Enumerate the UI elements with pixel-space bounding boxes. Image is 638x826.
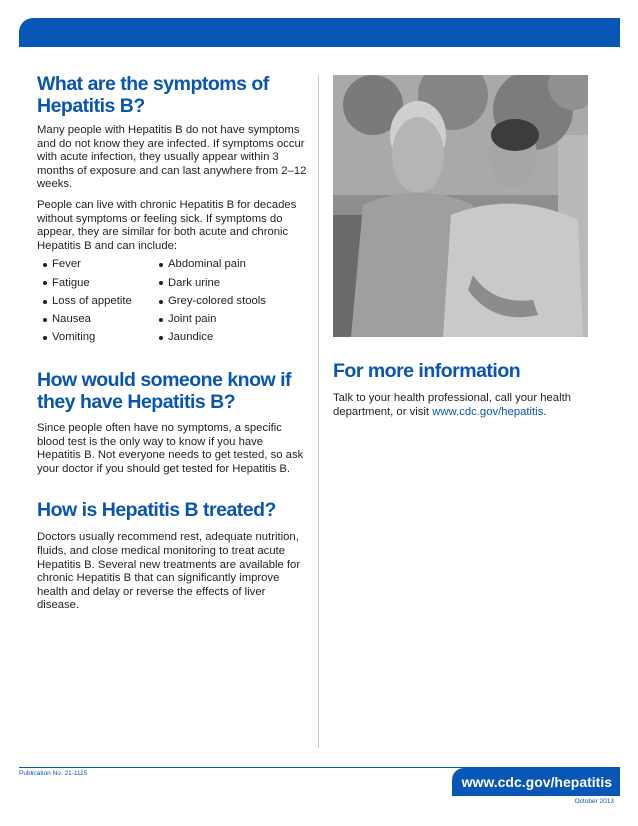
testing-paragraph: Since people often have no symptoms, a specific blood test is the only way to know if you have Hepatitis B. Not everyone needs to get tested, so ask your doctor if you should get tested for Hepatitis B.	[37, 422, 304, 475]
symptoms-heading: What are the symptoms of Hepatitis B?	[37, 73, 269, 117]
bullet-icon	[43, 318, 47, 322]
cdc-hepatitis-link[interactable]: www.cdc.gov/hepatitis	[432, 405, 544, 418]
header-banner	[19, 18, 620, 47]
left-column	[37, 73, 309, 613]
photo-illustration	[333, 75, 588, 337]
bullet-icon	[43, 300, 47, 304]
list-item: Abdominal pain	[159, 258, 299, 272]
list-item: Dark urine	[159, 277, 299, 291]
testing-heading: How would someone know if they have Hepatitis B?	[37, 369, 292, 414]
publication-number: Publication No. 21-1115	[19, 770, 88, 777]
column-divider	[318, 75, 319, 748]
bullet-icon	[43, 336, 47, 340]
list-item: Fatigue	[43, 277, 159, 291]
right-column	[333, 360, 603, 419]
bullet-icon	[159, 318, 163, 322]
more-info-heading: For more information	[333, 360, 521, 382]
list-item: Loss of appetite	[43, 295, 159, 309]
bullet-icon	[43, 263, 47, 267]
list-item: Joint pain	[159, 313, 299, 327]
bullet-icon	[43, 281, 47, 285]
bullet-icon	[159, 336, 163, 340]
list-item: Jaundice	[159, 331, 299, 345]
bullet-icon	[159, 263, 163, 267]
list-item: Nausea	[43, 313, 159, 327]
list-item: Grey-colored stools	[159, 295, 299, 309]
treatment-heading: How is Hepatitis B treated?	[37, 499, 276, 522]
bullet-icon	[159, 281, 163, 285]
list-item: Vomiting	[43, 331, 159, 345]
symptoms-paragraph-1: Many people with Hepatitis B do not have symptoms and do not know they are infected. If symptoms occur with acute infection, they usually appear within 3 months of exposure and can last anywhere from 2–12 weeks.	[37, 124, 307, 191]
bullet-icon	[159, 300, 163, 304]
publication-date: October 2013	[574, 798, 614, 805]
symptom-list	[43, 258, 309, 345]
list-item: Fever	[43, 258, 159, 272]
footer-url-banner[interactable]: www.cdc.gov/hepatitis	[452, 768, 620, 796]
treatment-paragraph: Doctors usually recommend rest, adequate nutrition, fluids, and close medical monitoring to treat acute Hepatitis B. Several new treatments are available for chronic Hepatitis B that can significantly improve health and delay or reverse the effects of liver disease.	[37, 531, 301, 612]
photo-two-men	[333, 75, 588, 337]
symptoms-paragraph-2: People can live with chronic Hepatitis B for decades without symptoms or feeling sick. If symptoms do appear, they are similar for both acute and chronic Hepatitis B and can include:	[37, 198, 297, 252]
more-info-paragraph: Talk to your health professional, call your health department, or visit www.cdc.gov/hepatitis.	[333, 392, 571, 418]
